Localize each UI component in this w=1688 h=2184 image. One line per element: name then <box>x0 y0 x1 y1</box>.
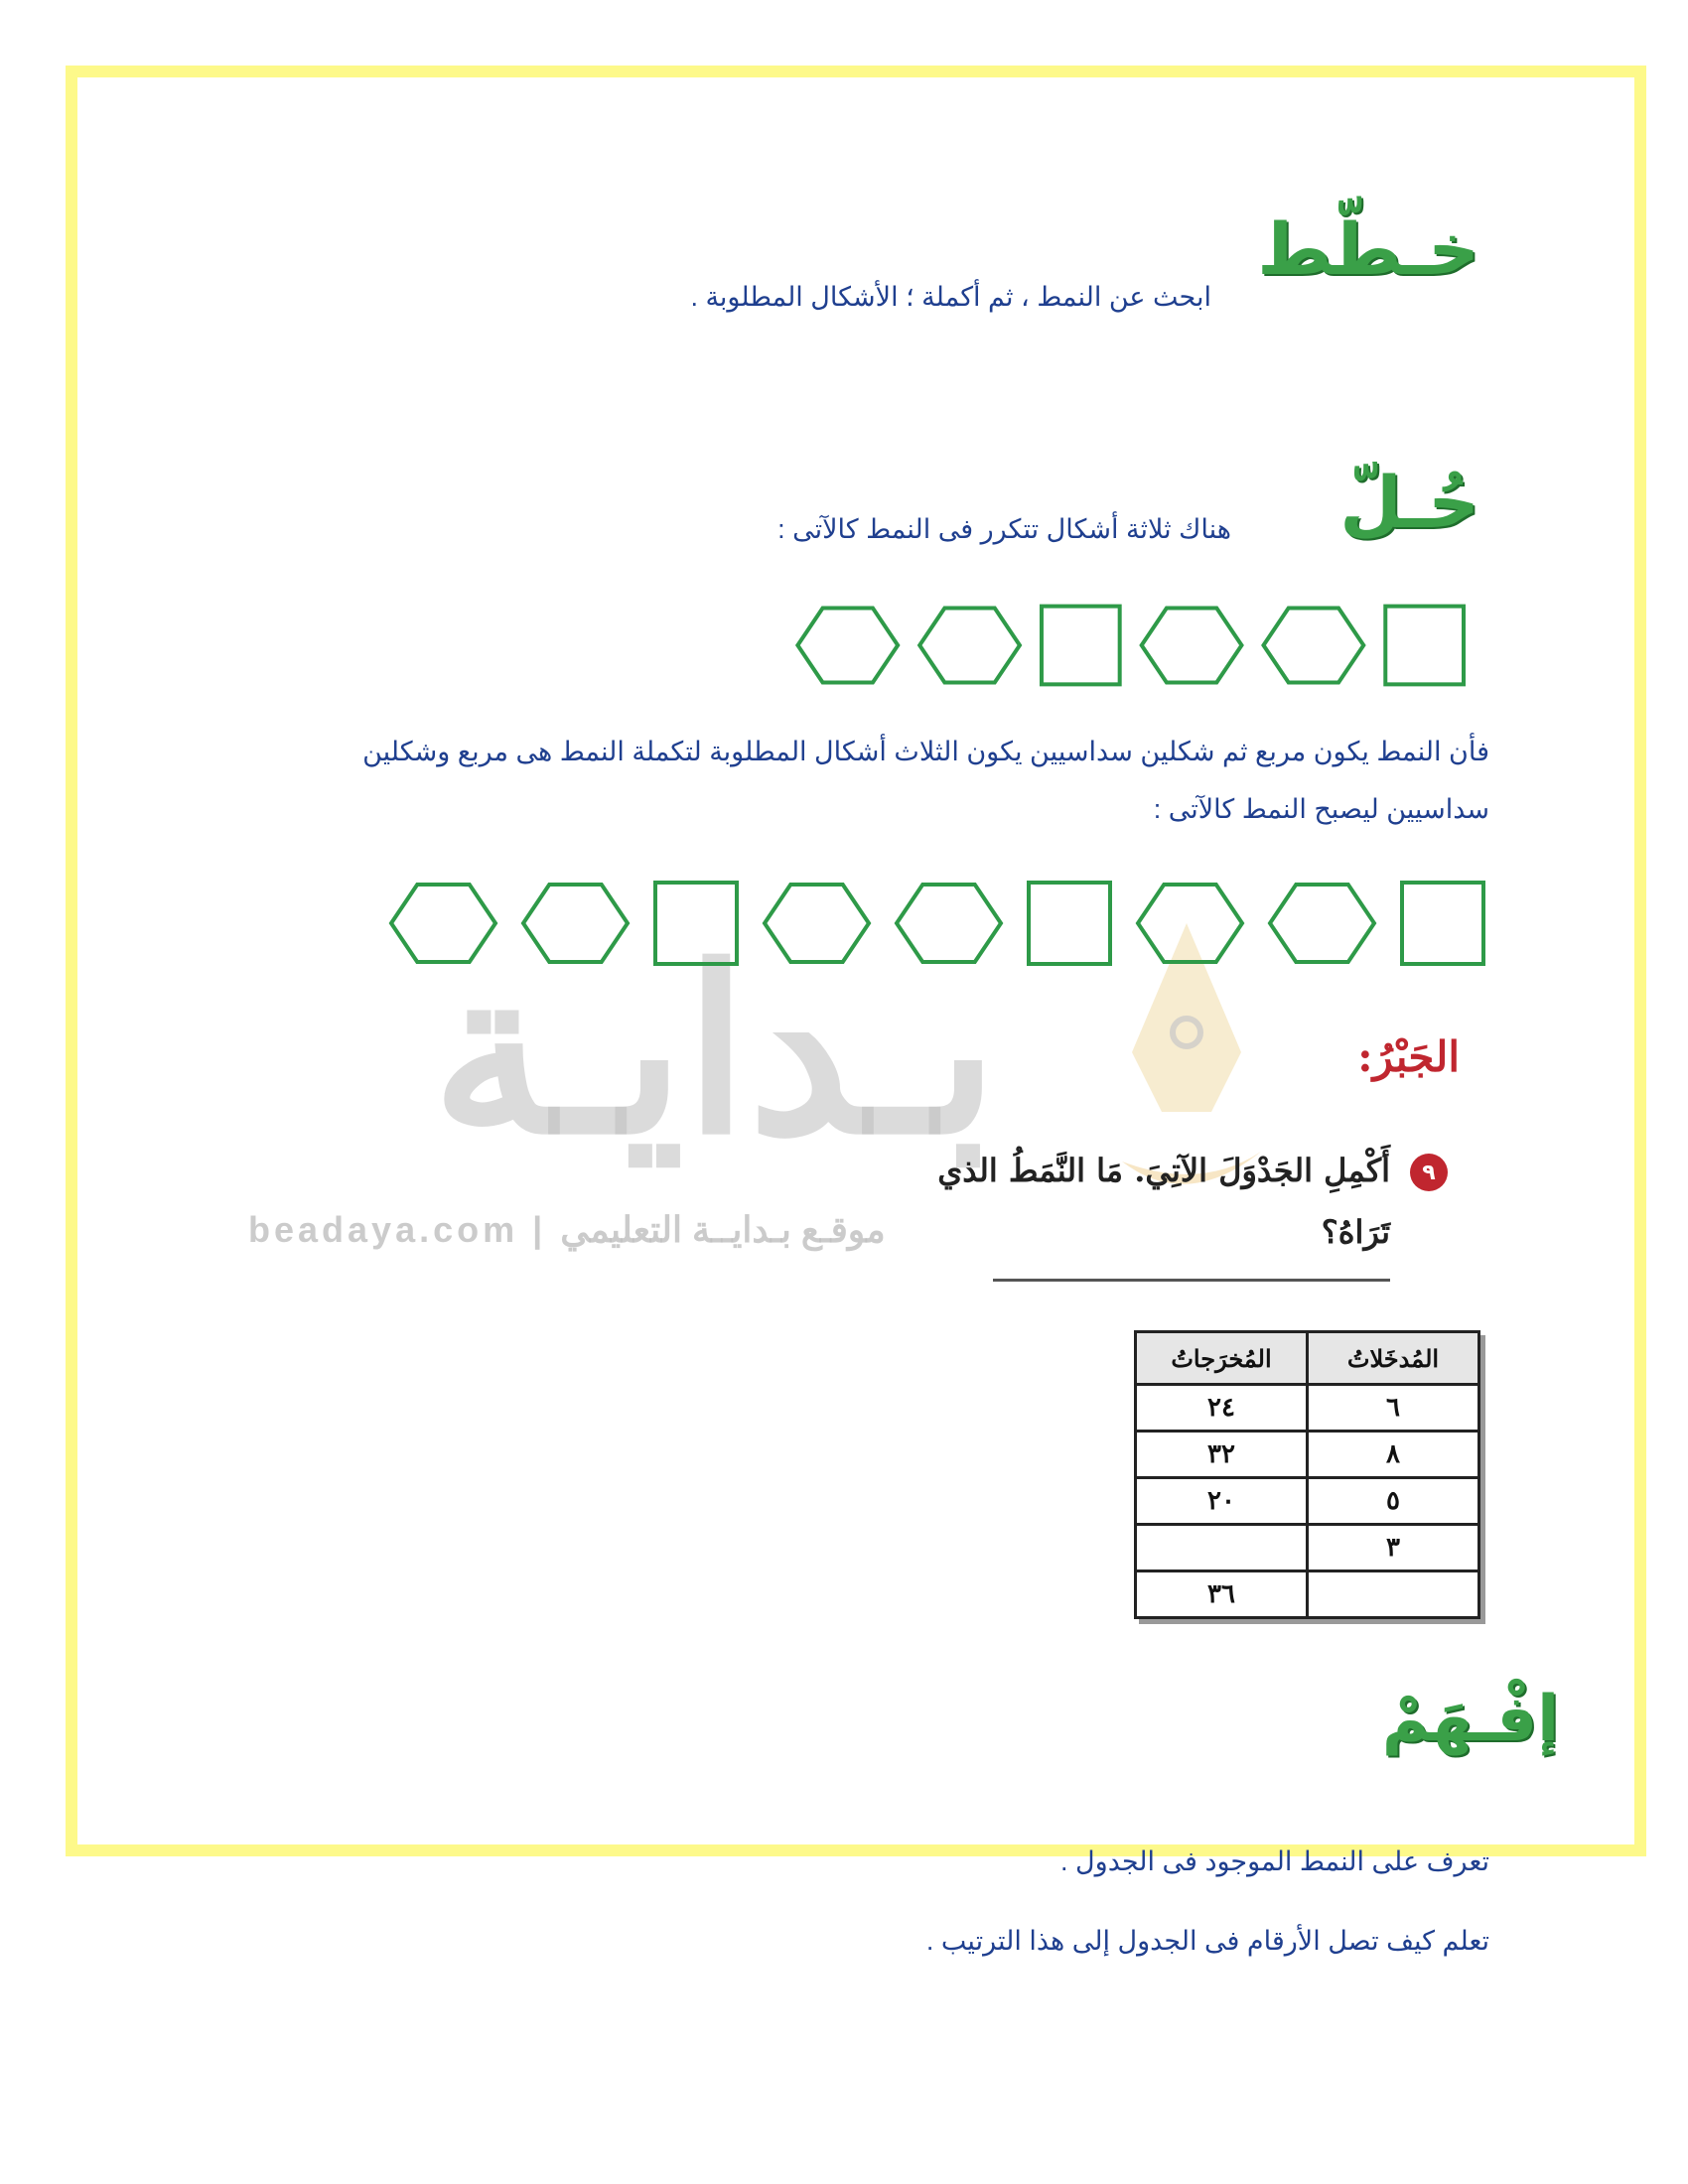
understand-line2: تعلم كيف تصل الأرقام فى الجدول إلى هذا الترتيب . <box>925 1926 1489 1956</box>
plan-heading: خـطّط <box>1257 207 1479 291</box>
table-row <box>1136 1571 1479 1618</box>
table-cell-output: ٢٤ <box>1136 1385 1308 1432</box>
table-row <box>1136 1525 1479 1571</box>
table-cell-output: ٢٠ <box>1136 1478 1308 1525</box>
table-cell-input: ٣ <box>1308 1525 1479 1571</box>
table-row <box>1136 1432 1479 1478</box>
table-row <box>1136 1385 1479 1432</box>
table-cell-input: ٥ <box>1308 1478 1479 1525</box>
table-cell-output <box>1136 1525 1308 1571</box>
square-shape <box>1042 607 1120 685</box>
hexagon-shape <box>523 885 628 962</box>
table-row <box>1136 1478 1479 1525</box>
watermark-tagline: beadaya.com | موقـع بـدايــة التعليمي <box>248 1209 886 1250</box>
solve-explanation-line1: فأن النمط يكون مربع ثم شكلين سداسيين يكون الثلاث أشكال المطلوبة لتكملة النمط هى مربع وشكلين <box>362 737 1489 766</box>
solve-intro: هناك ثلاثة أشكال تتكرر فى النمط كالآتى : <box>777 514 1231 544</box>
square-shape <box>655 883 737 964</box>
table-cell-input: ٦ <box>1308 1385 1479 1432</box>
solve-heading: حُـلّ <box>1339 461 1479 544</box>
hexagon-shape <box>1138 885 1242 962</box>
pattern-completed-row <box>338 869 1489 978</box>
table-header-outputs: المُخرَجاتُ <box>1136 1332 1308 1385</box>
hexagon-shape <box>897 885 1001 962</box>
table-cell-input: ٨ <box>1308 1432 1479 1478</box>
question-line2: تَرَاهُ؟ <box>1321 1213 1390 1251</box>
question-line1: أَكْمِلِ الجَدْوَلَ الآتِيَ. مَا النَّمَطُ الذي <box>937 1152 1390 1189</box>
hexagon-shape <box>797 609 898 683</box>
hexagon-shape <box>1142 609 1242 683</box>
divider-line <box>993 1279 1390 1282</box>
plan-instruction: ابحث عن النمط ، ثم أكملة ؛ الأشكال المطلوبة . <box>690 282 1211 312</box>
understand-line1: تعرف على النمط الموجود فى الجدول . <box>1060 1846 1489 1876</box>
table-cell-output: ٣٢ <box>1136 1432 1308 1478</box>
hexagon-shape <box>1263 609 1363 683</box>
hexagon-shape <box>919 609 1020 683</box>
hexagon-shape <box>391 885 495 962</box>
algebra-heading: الجَبْرُ: <box>1357 1032 1460 1081</box>
watermark-logo: بـدايـة <box>431 924 999 1179</box>
table-cell-output: ٣٦ <box>1136 1571 1308 1618</box>
hexagon-shape <box>1270 885 1374 962</box>
pattern-initial-row <box>774 596 1470 695</box>
question-number-badge: ٩ <box>1410 1154 1448 1191</box>
table-header-inputs: المُدخَلاتُ <box>1308 1332 1479 1385</box>
solve-explanation-line2: سداسيين ليصبح النمط كالآتى : <box>1153 794 1489 824</box>
square-shape <box>1402 883 1483 964</box>
understand-heading: إفْـهَمْ <box>1381 1683 1559 1756</box>
input-output-table <box>1134 1330 1480 1619</box>
table-cell-input <box>1308 1571 1479 1618</box>
square-shape <box>1029 883 1110 964</box>
square-shape <box>1385 607 1464 685</box>
hexagon-shape <box>765 885 869 962</box>
